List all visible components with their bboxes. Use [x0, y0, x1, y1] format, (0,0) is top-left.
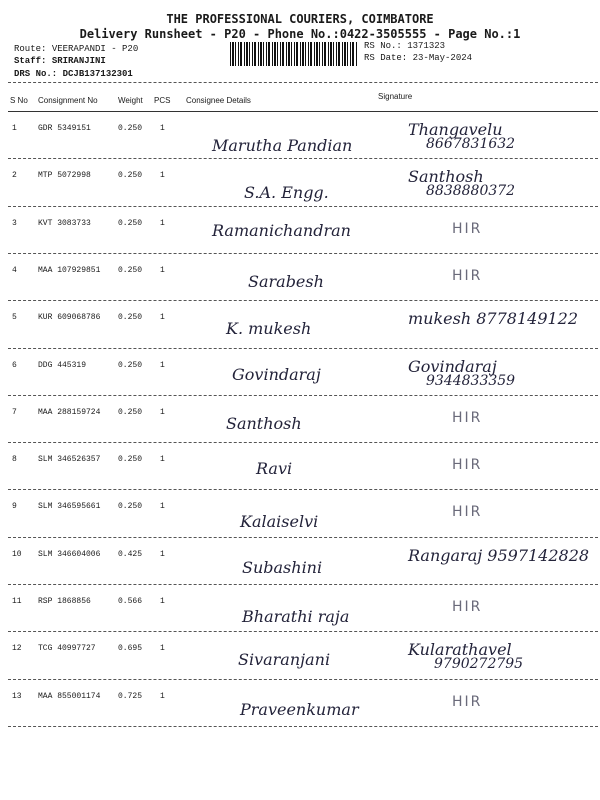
- cell-consignment: KVT 3083733: [38, 218, 91, 228]
- cell-weight: 0.695: [118, 644, 143, 654]
- rs-no-label: RS No.:: [364, 41, 402, 51]
- signature-mark: HIR: [452, 220, 483, 237]
- column-header-signature: Signature: [378, 92, 413, 101]
- row-divider: [8, 631, 598, 632]
- signature-mark: HIR: [452, 409, 483, 426]
- header-divider: [8, 111, 598, 112]
- consignee-name: Santhosh: [226, 413, 302, 433]
- cell-sno: 5: [12, 313, 17, 323]
- row-divider: [8, 442, 598, 443]
- cell-consignment: RSP 1868856: [38, 597, 91, 606]
- cell-sno: 10: [12, 549, 22, 559]
- cell-consignment: KUR 609068786: [38, 313, 101, 323]
- cell-weight: 0.250: [118, 218, 143, 228]
- cell-consignment: MAA 288159724: [38, 407, 101, 417]
- cell-weight: 0.725: [118, 691, 143, 701]
- column-header-weight: Weight: [118, 96, 143, 105]
- signature: Govindaraj: [408, 356, 497, 376]
- rs-no-value: 1371323: [407, 41, 446, 51]
- consignee-name: Kalaiselvi: [240, 512, 319, 532]
- page-subtitle: Delivery Runsheet - P20 - Phone No.:0422-3505555 - Page No.:1: [79, 27, 521, 41]
- signature-mark: HIR: [452, 504, 483, 521]
- signature: Thangavelu: [408, 120, 503, 139]
- cell-pcs: 1: [160, 124, 165, 133]
- cell-sno: 6: [12, 360, 17, 370]
- cell-weight: 0.566: [118, 597, 143, 606]
- route-value: VEERAPANDI - P20: [51, 44, 139, 54]
- rs-no-line: [364, 41, 445, 51]
- cell-pcs: 1: [160, 265, 165, 275]
- cell-sno: 2: [12, 171, 17, 181]
- cell-weight: 0.250: [118, 360, 143, 370]
- cell-consignment: SLM 346595661: [38, 502, 101, 512]
- signature: Santhosh: [408, 167, 484, 187]
- cell-weight: 0.250: [118, 124, 143, 133]
- rs-date-label: RS Date:: [364, 53, 408, 63]
- drs-label: DRS No.:: [14, 69, 58, 79]
- cell-consignment: GDR 5349151: [38, 124, 91, 133]
- row-divider: [8, 584, 598, 585]
- row-divider: [8, 489, 598, 490]
- signature: Kularathavel: [408, 640, 512, 660]
- rs-date-value: 23-May-2024: [412, 53, 473, 63]
- cell-pcs: 1: [160, 455, 165, 465]
- cell-consignment: MAA 855001174: [38, 691, 101, 701]
- consignee-name: Sivaranjani: [238, 650, 331, 670]
- cell-weight: 0.250: [118, 313, 143, 323]
- column-header-pcs: PCS: [154, 96, 171, 105]
- cell-consignment: DDG 445319: [38, 360, 87, 370]
- cell-weight: 0.250: [118, 455, 143, 465]
- row-divider: [8, 395, 598, 396]
- column-header-sno: S No: [10, 96, 28, 105]
- row-divider: [8, 253, 598, 254]
- cell-sno: 7: [12, 407, 17, 417]
- cell-sno: 1: [12, 124, 17, 133]
- cell-sno: 8: [12, 455, 17, 465]
- row-divider: [8, 537, 598, 538]
- row-divider: [8, 300, 598, 301]
- route-line: [14, 44, 138, 54]
- consignee-name: Sarabesh: [248, 271, 324, 291]
- signature-mark: HIR: [452, 267, 483, 284]
- signature-phone: 9344833359: [426, 372, 516, 389]
- signature: mukesh 8778149122: [408, 309, 579, 329]
- divider: [8, 82, 598, 83]
- signature-phone: 8667831632: [426, 136, 516, 152]
- consignee-name: Subashini: [242, 557, 323, 577]
- cell-pcs: 1: [160, 360, 165, 370]
- cell-consignment: MAA 107929851: [38, 265, 101, 275]
- consignee-name: Ramanichandran: [212, 220, 351, 240]
- cell-pcs: 1: [160, 313, 165, 323]
- cell-weight: 0.250: [118, 407, 143, 417]
- signature-mark: HIR: [452, 457, 483, 474]
- cell-pcs: 1: [160, 218, 165, 228]
- cell-sno: 3: [12, 218, 17, 228]
- consignee-name: Ravi: [256, 459, 293, 479]
- barcode: [230, 42, 358, 66]
- drs-line: [14, 69, 133, 79]
- column-header-details: Consignee Details: [186, 96, 251, 105]
- route-label: Route:: [14, 44, 47, 54]
- drs-value: DCJB137132301: [62, 69, 133, 79]
- cell-sno: 9: [12, 502, 17, 512]
- cell-consignment: MTP 5072998: [38, 171, 91, 181]
- page-title: THE PROFESSIONAL COURIERS, COIMBATORE: [166, 12, 434, 26]
- signature-mark: HIR: [452, 693, 483, 710]
- cell-pcs: 1: [160, 549, 165, 559]
- signature-mark: HIR: [452, 599, 483, 615]
- cell-pcs: 1: [160, 644, 165, 654]
- row-divider: [8, 158, 598, 159]
- consignee-name: Praveenkumar: [240, 699, 359, 719]
- cell-sno: 13: [12, 691, 22, 701]
- signature-phone: 8838880372: [426, 183, 516, 200]
- rs-date-line: [364, 53, 472, 63]
- signature: Rangaraj 9597142828: [408, 545, 590, 565]
- cell-pcs: 1: [160, 691, 165, 701]
- consignee-name: Marutha Pandian: [212, 136, 353, 155]
- cell-consignment: TCG 40997727: [38, 644, 96, 654]
- cell-weight: 0.250: [118, 171, 143, 181]
- staff-label: Staff:: [14, 56, 47, 66]
- consignee-name: K. mukesh: [226, 319, 312, 339]
- consignee-name: Bharathi raja: [242, 607, 350, 626]
- cell-sno: 11: [12, 597, 22, 606]
- row-divider: [8, 206, 598, 207]
- row-divider: [8, 679, 598, 680]
- cell-consignment: SLM 346526357: [38, 455, 101, 465]
- cell-weight: 0.425: [118, 549, 143, 559]
- cell-weight: 0.250: [118, 265, 143, 275]
- signature-phone: 9790272795: [434, 656, 524, 673]
- cell-pcs: 1: [160, 597, 165, 606]
- cell-weight: 0.250: [118, 502, 143, 512]
- staff-line: [14, 56, 106, 66]
- consignee-name: S.A. Engg.: [244, 183, 329, 203]
- cell-pcs: 1: [160, 171, 165, 181]
- cell-sno: 4: [12, 265, 17, 275]
- consignee-name: Govindaraj: [232, 364, 321, 384]
- cell-pcs: 1: [160, 502, 165, 512]
- staff-value: SRIRANJINI: [51, 56, 106, 66]
- row-divider: [8, 348, 598, 349]
- row-divider: [8, 726, 598, 727]
- cell-consignment: SLM 346604006: [38, 549, 101, 559]
- cell-pcs: 1: [160, 407, 165, 417]
- column-header-consignment: Consignment No: [38, 96, 98, 105]
- cell-sno: 12: [12, 644, 22, 654]
